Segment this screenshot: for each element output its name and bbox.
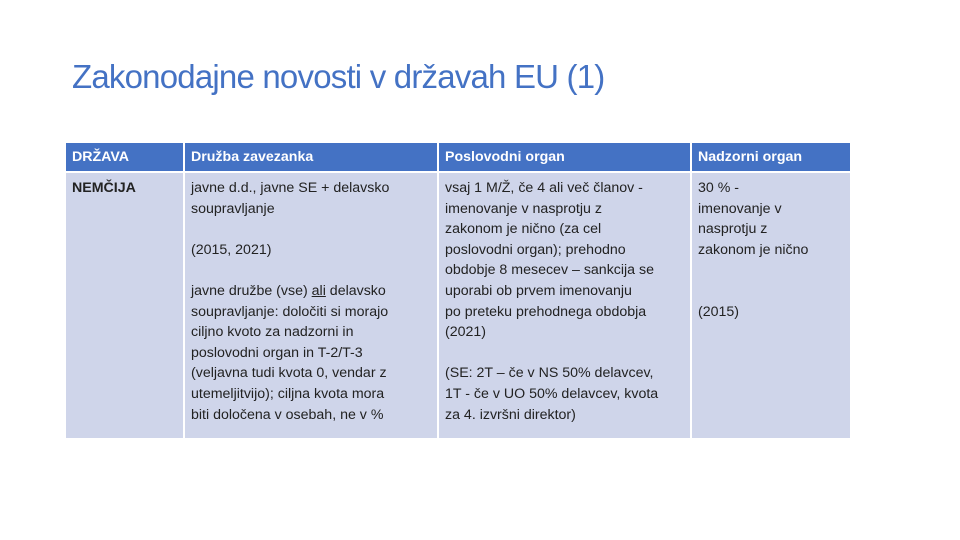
header-country: DRŽAVA — [66, 143, 184, 172]
company-text-part1: javne d.d., javne SE + delavsko soupravljanje (2015, 2021) javne družbe (vse) — [191, 180, 390, 299]
legislation-table — [66, 143, 850, 438]
country-name: NEMČIJA — [72, 180, 136, 196]
header-management-body: Poslovodni organ — [438, 143, 691, 172]
company-text-underlined: ali — [311, 282, 326, 299]
supervisory-text: 30 % - imenovanje v nasprotju z zakonom je nično (2015) — [698, 180, 809, 320]
company-text-part2: delavsko soupravljanje: določiti si morajo ciljno kvoto za nadzorni in poslovodni organ in T-2/T-3 (veljavna tudi kvota 0, vendar z utemeljitvijo); ciljna kvota mora biti določena v osebah, ne v % — [191, 282, 389, 423]
table-row — [66, 172, 850, 438]
cell-company — [184, 172, 438, 438]
table-header-row — [66, 143, 850, 172]
header-supervisory-body: Nadzorni organ — [691, 143, 850, 172]
cell-country — [66, 172, 184, 438]
header-company: Družba zavezanka — [184, 143, 438, 172]
cell-management — [438, 172, 691, 438]
management-text: vsaj 1 M/Ž, če 4 ali več članov - imenovanje v nasprotju z zakonom je nično (za cel poslovodni organ); prehodno obdobje 8 mesecev – sankcija se uporabi ob prvem imenovanju po preteku prehodnega obdobja (2021) (SE: 2T – če v NS 50% delavcev, 1T - če v UO 50% delavcev, kvota za 4. izvršni direktor) — [445, 180, 659, 423]
cell-supervisory — [691, 172, 850, 438]
company-text — [191, 178, 431, 425]
slide-title: Zakonodajne novosti v državah EU (1) — [72, 58, 605, 95]
